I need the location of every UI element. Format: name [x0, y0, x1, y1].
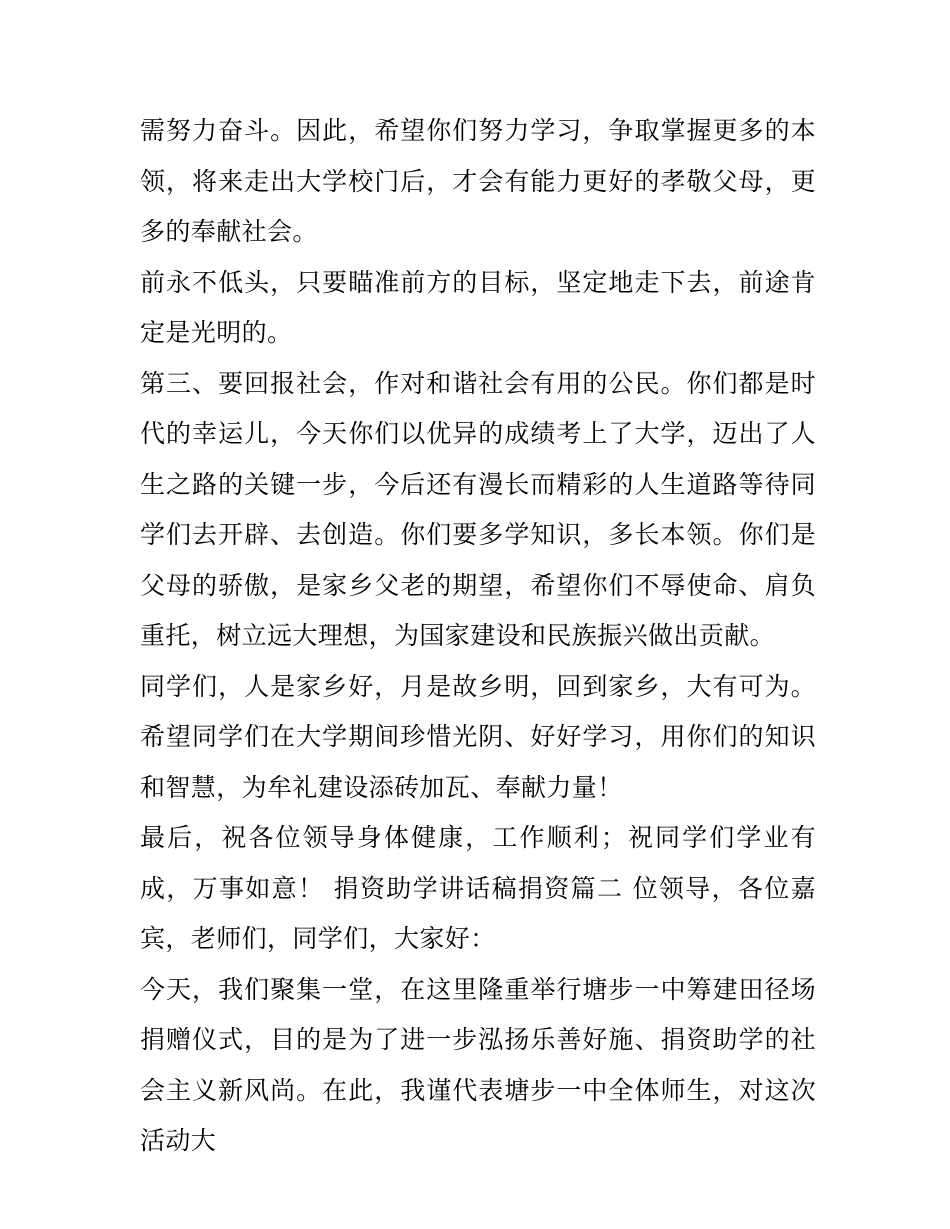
paragraph-5: 最后，祝各位领导身体健康，工作顺利；祝同学们学业有成，万事如意！ 捐资助学讲话稿捐资篇二 位领导，各位嘉宾，老师们，同学们，大家好：: [140, 823, 816, 953]
paragraph-4: 同学们，人是家乡好，月是故乡明，回到家乡，大有可为。希望同学们在大学期间珍惜光阴、好好学习，用你们的知识和智慧，为牟礼建设添砖加瓦、奉献力量！: [140, 671, 816, 802]
paragraph-1: 需努力奋斗。因此，希望你们努力学习，争取掌握更多的本领，将来走出大学校门后，才会有能力更好的孝敬父母，更多的奉献社会。: [140, 116, 816, 246]
paragraph-3: 第三、要回报社会，作对和谐社会有用的公民。你们都是时代的幸运儿，今天你们以优异的成绩考上了大学，迈出了人生之路的关键一步，今后还有漫长而精彩的人生道路等待同学们去开辟、去创造。你们要多学知识，多长本领。你们是父母的骄傲，是家乡父老的期望，希望你们不辱使命、肩负重托，树立远大理想，为国家建设和民族振兴做出贡献。: [140, 368, 816, 650]
document-body: [140, 106, 816, 1167]
paragraph-2: 前永不低头，只要瞄准前方的目标，坚定地走下去，前途肯定是光明的。: [140, 267, 816, 347]
paragraph-6: 今天，我们聚集一堂，在这里隆重举行塘步一中筹建田径场捐赠仪式，目的是为了进一步泓扬乐善好施、捐资助学的社会主义新风尚。在此，我谨代表塘步一中全体师生，对这次活动大: [140, 974, 816, 1155]
